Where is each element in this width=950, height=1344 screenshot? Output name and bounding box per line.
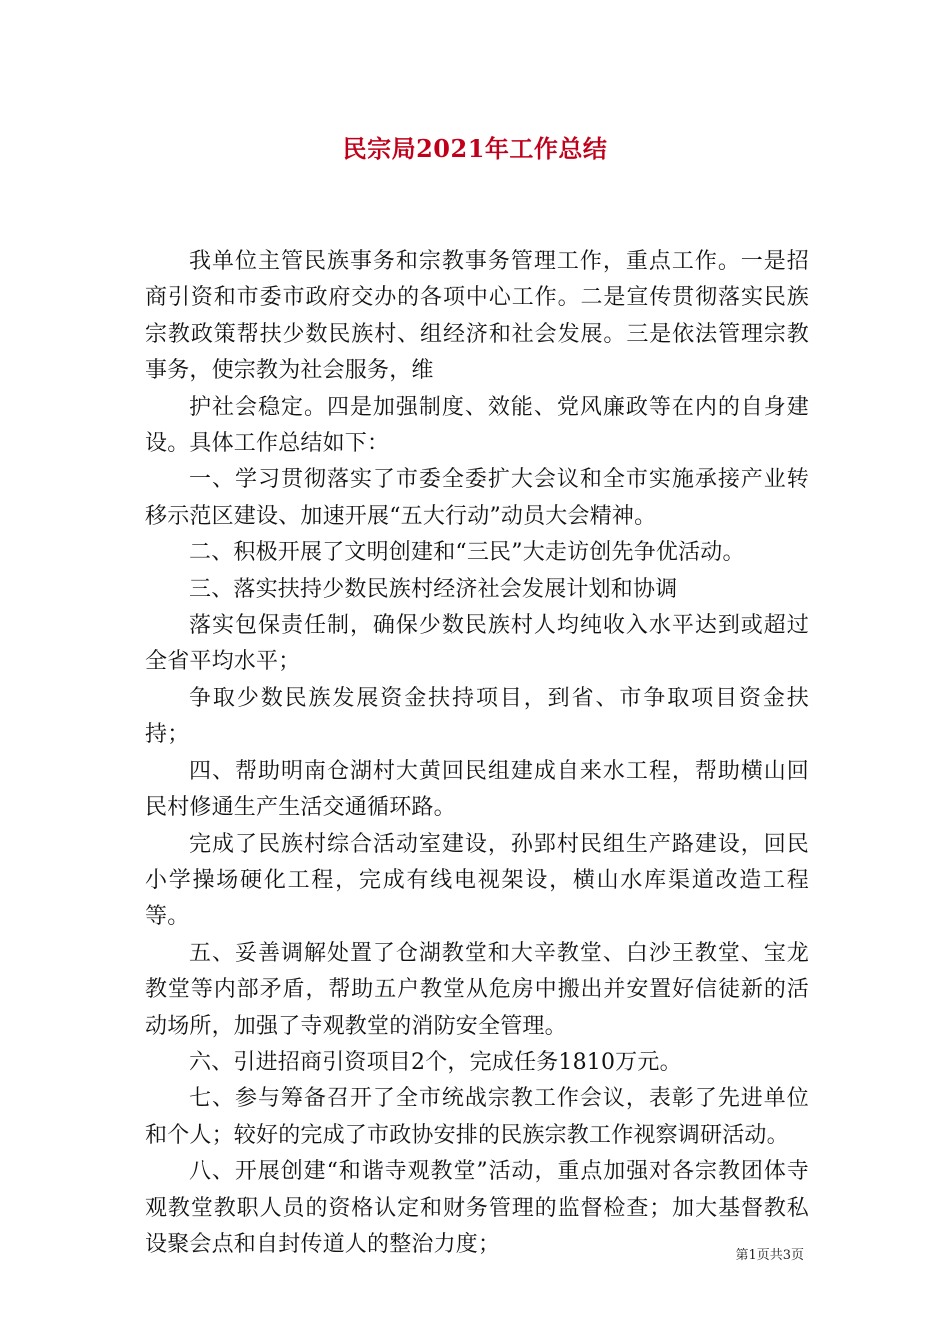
paragraph: 二、积极开展了文明创建和“三民”大走访创先争优活动。	[189, 540, 745, 566]
paragraph: 八、开展创建“和谐寺观教堂”活动，重点加强对各宗教团体寺观教堂教职人员的资格认定和财务管理的监督检查；加大基督教私设聚会点和自封传道人的整治力度；	[145, 1159, 809, 1257]
page-number: 第1页共3页	[735, 1248, 804, 1263]
document-title: 民宗局2021年工作总结	[342, 134, 608, 163]
paragraph: 六、引进招商引资项目2个，完成任务1810万元。	[189, 1049, 682, 1075]
paragraph: 五、妥善调解处置了仓湖教堂和大辛教堂、白沙王教堂、宝龙教堂等内部矛盾，帮助五户教堂从危房中搬出并安置好信徒新的活动场所，加强了寺观教堂的消防安全管理。	[145, 940, 809, 1039]
paragraph: 四、帮助明南仓湖村大黄回民组建成自来水工程，帮助横山回民村修通生产生活交通循环路。	[145, 758, 809, 821]
paragraph: 护社会稳定。四是加强制度、效能、党风廉政等在内的自身建设。具体工作总结如下：	[145, 394, 809, 457]
document-body	[145, 244, 809, 1263]
paragraph: 七、参与筹备召开了全市统战宗教工作会议，表彰了先进单位和个人；较好的完成了市政协安排的民族宗教工作视察调研活动。	[145, 1086, 809, 1148]
paragraph: 落实包保责任制，确保少数民族村人均纯收入水平达到或超过全省平均水平；	[145, 613, 809, 675]
paragraph: 我单位主管民族事务和宗教事务管理工作，重点工作。一是招商引资和市委市政府交办的各项中心工作。二是宣传贯彻落实民族宗教政策帮扶少数民族村、组经济和社会发展。三是依法管理宗教事务，使宗教为社会服务，维	[145, 249, 809, 384]
paragraph: 一、学习贯彻落实了市委全委扩大会议和全市实施承接产业转移示范区建设、加速开展“五大行动”动员大会精神。	[145, 467, 809, 529]
paragraph: 完成了民族村综合活动室建设，孙郢村民组生产路建设，回民小学操场硬化工程，完成有线电视架设，横山水库渠道改造工程等。	[145, 831, 809, 930]
paragraph: 三、落实扶持少数民族村经济社会发展计划和协调	[189, 576, 678, 602]
paragraph: 争取少数民族发展资金扶持项目，到省、市争取项目资金扶持；	[145, 685, 809, 748]
